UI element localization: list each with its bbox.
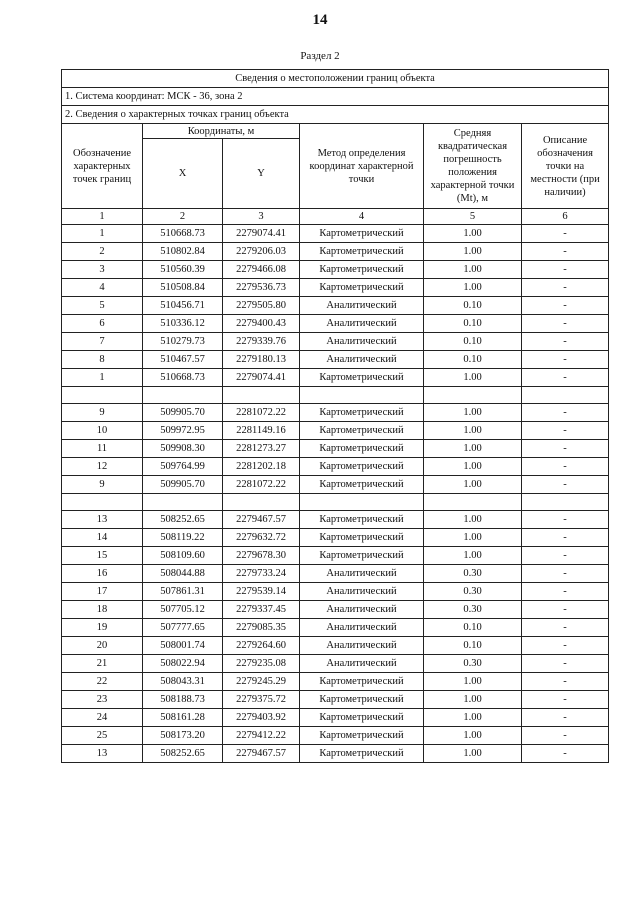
cell-error: 0.30 <box>424 583 522 601</box>
cell-x: 509905.70 <box>143 404 223 422</box>
table-row-separator <box>62 387 609 404</box>
table-row <box>62 691 609 709</box>
cell-method: Картометрический <box>300 422 424 440</box>
cell-error <box>424 494 522 511</box>
cell-point: 24 <box>62 709 143 727</box>
column-number: 2 <box>143 209 223 225</box>
cell-error: 1.00 <box>424 422 522 440</box>
cell-y: 2279403.92 <box>223 709 300 727</box>
table-row <box>62 655 609 673</box>
table-row <box>62 619 609 637</box>
cell-x: 508188.73 <box>143 691 223 709</box>
table-row <box>62 243 609 261</box>
cell-description: - <box>522 547 609 565</box>
table-row <box>62 440 609 458</box>
table-title: Сведения о местоположении границ объекта <box>62 70 609 88</box>
cell-method: Картометрический <box>300 279 424 297</box>
cell-method: Аналитический <box>300 297 424 315</box>
cell-x: 507777.65 <box>143 619 223 637</box>
cell-y: 2279400.43 <box>223 315 300 333</box>
column-number: 4 <box>300 209 424 225</box>
cell-description: - <box>522 225 609 243</box>
cell-description: - <box>522 476 609 494</box>
column-number: 5 <box>424 209 522 225</box>
cell-point: 20 <box>62 637 143 655</box>
cell-method: Аналитический <box>300 655 424 673</box>
cell-x: 507705.12 <box>143 601 223 619</box>
cell-y: 2281072.22 <box>223 476 300 494</box>
cell-x: 510560.39 <box>143 261 223 279</box>
cell-method: Аналитический <box>300 333 424 351</box>
cell-method: Картометрический <box>300 709 424 727</box>
cell-y: 2279467.57 <box>223 511 300 529</box>
cell-description: - <box>522 637 609 655</box>
table-subtitle: 2. Сведения о характерных точках границ объекта <box>62 106 609 124</box>
cell-point: 1 <box>62 225 143 243</box>
section-title: Раздел 2 <box>300 50 340 62</box>
cell-y: 2279539.14 <box>223 583 300 601</box>
cell-point: 19 <box>62 619 143 637</box>
cell-x: 510668.73 <box>143 225 223 243</box>
cell-description: - <box>522 691 609 709</box>
cell-point: 3 <box>62 261 143 279</box>
cell-point: 10 <box>62 422 143 440</box>
cell-point <box>62 494 143 511</box>
cell-x: 509908.30 <box>143 440 223 458</box>
cell-method: Картометрический <box>300 511 424 529</box>
cell-error: 1.00 <box>424 243 522 261</box>
cell-method <box>300 494 424 511</box>
cell-method: Картометрический <box>300 727 424 745</box>
cell-description: - <box>522 243 609 261</box>
cell-method: Картометрический <box>300 691 424 709</box>
cell-method: Аналитический <box>300 315 424 333</box>
table-row <box>62 476 609 494</box>
cell-point: 17 <box>62 583 143 601</box>
boundary-points-table <box>61 69 609 763</box>
header-description: Описание обозначения точки на местности (при наличии) <box>522 124 609 209</box>
cell-description: - <box>522 511 609 529</box>
cell-point: 12 <box>62 458 143 476</box>
cell-description: - <box>522 261 609 279</box>
cell-error: 1.00 <box>424 709 522 727</box>
cell-description: - <box>522 315 609 333</box>
cell-error: 1.00 <box>424 727 522 745</box>
column-number: 1 <box>62 209 143 225</box>
cell-method: Картометрический <box>300 476 424 494</box>
cell-description <box>522 494 609 511</box>
cell-x: 508109.60 <box>143 547 223 565</box>
cell-x: 509764.99 <box>143 458 223 476</box>
table-row <box>62 369 609 387</box>
table-row <box>62 261 609 279</box>
table-row <box>62 297 609 315</box>
cell-description: - <box>522 440 609 458</box>
cell-error: 0.10 <box>424 333 522 351</box>
coordinate-system: 1. Система координат: МСК - 36, зона 2 <box>62 88 609 106</box>
cell-y: 2279505.80 <box>223 297 300 315</box>
cell-description: - <box>522 297 609 315</box>
cell-y: 2281072.22 <box>223 404 300 422</box>
cell-y: 2279412.22 <box>223 727 300 745</box>
cell-error: 0.10 <box>424 351 522 369</box>
cell-description: - <box>522 529 609 547</box>
header-error: Средняя квадратическая погрешность положения характерной точки (Mt), м <box>424 124 522 209</box>
cell-y: 2279733.24 <box>223 565 300 583</box>
cell-point: 18 <box>62 601 143 619</box>
cell-x: 508173.20 <box>143 727 223 745</box>
table-row <box>62 727 609 745</box>
cell-description: - <box>522 404 609 422</box>
cell-description <box>522 387 609 404</box>
cell-point: 16 <box>62 565 143 583</box>
cell-point: 4 <box>62 279 143 297</box>
cell-point: 2 <box>62 243 143 261</box>
cell-y: 2279375.72 <box>223 691 300 709</box>
cell-y: 2279180.13 <box>223 351 300 369</box>
cell-point: 13 <box>62 511 143 529</box>
cell-x: 508001.74 <box>143 637 223 655</box>
cell-point: 11 <box>62 440 143 458</box>
cell-description: - <box>522 369 609 387</box>
cell-x: 508252.65 <box>143 745 223 763</box>
cell-error: 1.00 <box>424 458 522 476</box>
cell-x: 507861.31 <box>143 583 223 601</box>
page-number: 14 <box>312 12 328 28</box>
cell-point: 9 <box>62 476 143 494</box>
cell-description: - <box>522 351 609 369</box>
cell-point <box>62 387 143 404</box>
cell-method: Картометрический <box>300 404 424 422</box>
cell-y: 2279206.03 <box>223 243 300 261</box>
cell-error: 1.00 <box>424 745 522 763</box>
cell-y: 2279264.60 <box>223 637 300 655</box>
cell-error: 1.00 <box>424 440 522 458</box>
table-row <box>62 565 609 583</box>
header-y: Y <box>223 139 300 209</box>
cell-x: 510279.73 <box>143 333 223 351</box>
cell-description: - <box>522 655 609 673</box>
table-row <box>62 673 609 691</box>
table-row <box>62 279 609 297</box>
cell-description: - <box>522 619 609 637</box>
cell-error: 0.10 <box>424 637 522 655</box>
table-row <box>62 333 609 351</box>
cell-y: 2279467.57 <box>223 745 300 763</box>
cell-x: 510508.84 <box>143 279 223 297</box>
header-method: Метод определения координат характерной точки <box>300 124 424 209</box>
cell-error <box>424 387 522 404</box>
cell-description: - <box>522 458 609 476</box>
cell-method: Картометрический <box>300 458 424 476</box>
cell-error: 1.00 <box>424 279 522 297</box>
cell-method: Картометрический <box>300 440 424 458</box>
cell-y <box>223 387 300 404</box>
cell-x: 510802.84 <box>143 243 223 261</box>
cell-description: - <box>522 727 609 745</box>
cell-error: 0.30 <box>424 655 522 673</box>
cell-y: 2279074.41 <box>223 225 300 243</box>
cell-x: 508252.65 <box>143 511 223 529</box>
table-row <box>62 601 609 619</box>
cell-y: 2279337.45 <box>223 601 300 619</box>
cell-error: 1.00 <box>424 369 522 387</box>
cell-point: 14 <box>62 529 143 547</box>
cell-error: 1.00 <box>424 511 522 529</box>
cell-y: 2279074.41 <box>223 369 300 387</box>
cell-description: - <box>522 279 609 297</box>
table-row <box>62 511 609 529</box>
cell-method: Картометрический <box>300 673 424 691</box>
cell-error: 1.00 <box>424 529 522 547</box>
cell-method: Аналитический <box>300 619 424 637</box>
cell-x: 508044.88 <box>143 565 223 583</box>
cell-error: 1.00 <box>424 691 522 709</box>
cell-y: 2281202.18 <box>223 458 300 476</box>
cell-y: 2279085.35 <box>223 619 300 637</box>
table-row <box>62 404 609 422</box>
cell-method: Аналитический <box>300 583 424 601</box>
cell-y: 2279245.29 <box>223 673 300 691</box>
cell-point: 5 <box>62 297 143 315</box>
cell-x: 508119.22 <box>143 529 223 547</box>
cell-x: 510668.73 <box>143 369 223 387</box>
cell-y: 2279235.08 <box>223 655 300 673</box>
cell-x: 509972.95 <box>143 422 223 440</box>
cell-error: 1.00 <box>424 673 522 691</box>
cell-x: 510456.71 <box>143 297 223 315</box>
cell-method: Картометрический <box>300 529 424 547</box>
table-row <box>62 422 609 440</box>
cell-method: Картометрический <box>300 261 424 279</box>
cell-description: - <box>522 422 609 440</box>
cell-point: 25 <box>62 727 143 745</box>
header-coordinates: Координаты, м <box>143 124 300 139</box>
cell-error: 1.00 <box>424 547 522 565</box>
cell-description: - <box>522 709 609 727</box>
cell-y: 2279632.72 <box>223 529 300 547</box>
cell-description: - <box>522 565 609 583</box>
cell-error: 1.00 <box>424 404 522 422</box>
table-row <box>62 529 609 547</box>
cell-method: Картометрический <box>300 225 424 243</box>
cell-point: 21 <box>62 655 143 673</box>
cell-method: Аналитический <box>300 637 424 655</box>
cell-error: 1.00 <box>424 225 522 243</box>
table-row <box>62 637 609 655</box>
column-number: 6 <box>522 209 609 225</box>
table-row-separator <box>62 494 609 511</box>
cell-error: 0.10 <box>424 619 522 637</box>
cell-method <box>300 387 424 404</box>
header-x: X <box>143 139 223 209</box>
cell-x <box>143 387 223 404</box>
cell-point: 1 <box>62 369 143 387</box>
cell-point: 13 <box>62 745 143 763</box>
cell-description: - <box>522 333 609 351</box>
cell-point: 8 <box>62 351 143 369</box>
cell-method: Аналитический <box>300 565 424 583</box>
cell-y: 2279536.73 <box>223 279 300 297</box>
cell-x: 508043.31 <box>143 673 223 691</box>
cell-y: 2279339.76 <box>223 333 300 351</box>
cell-method: Картометрический <box>300 369 424 387</box>
cell-point: 6 <box>62 315 143 333</box>
header-point: Обозначение характерных точек границ <box>62 124 143 209</box>
cell-point: 15 <box>62 547 143 565</box>
cell-x <box>143 494 223 511</box>
cell-description: - <box>522 673 609 691</box>
cell-error: 0.10 <box>424 297 522 315</box>
cell-point: 23 <box>62 691 143 709</box>
table-row <box>62 458 609 476</box>
cell-error: 0.30 <box>424 601 522 619</box>
table-row <box>62 709 609 727</box>
cell-x: 509905.70 <box>143 476 223 494</box>
cell-error: 1.00 <box>424 261 522 279</box>
cell-description: - <box>522 601 609 619</box>
cell-y: 2279466.08 <box>223 261 300 279</box>
cell-method: Картометрический <box>300 243 424 261</box>
table-row <box>62 225 609 243</box>
cell-y: 2281273.27 <box>223 440 300 458</box>
table-row <box>62 745 609 763</box>
cell-error: 0.30 <box>424 565 522 583</box>
cell-method: Аналитический <box>300 351 424 369</box>
column-number: 3 <box>223 209 300 225</box>
cell-point: 22 <box>62 673 143 691</box>
cell-x: 508161.28 <box>143 709 223 727</box>
cell-point: 9 <box>62 404 143 422</box>
cell-description: - <box>522 583 609 601</box>
cell-method: Картометрический <box>300 547 424 565</box>
cell-x: 510336.12 <box>143 315 223 333</box>
cell-description: - <box>522 745 609 763</box>
cell-method: Картометрический <box>300 745 424 763</box>
cell-y: 2281149.16 <box>223 422 300 440</box>
cell-point: 7 <box>62 333 143 351</box>
cell-y: 2279678.30 <box>223 547 300 565</box>
table-row <box>62 583 609 601</box>
cell-y <box>223 494 300 511</box>
cell-error: 0.10 <box>424 315 522 333</box>
table-row <box>62 315 609 333</box>
table-row <box>62 547 609 565</box>
table-row <box>62 351 609 369</box>
cell-error: 1.00 <box>424 476 522 494</box>
cell-method: Аналитический <box>300 601 424 619</box>
cell-x: 510467.57 <box>143 351 223 369</box>
cell-x: 508022.94 <box>143 655 223 673</box>
